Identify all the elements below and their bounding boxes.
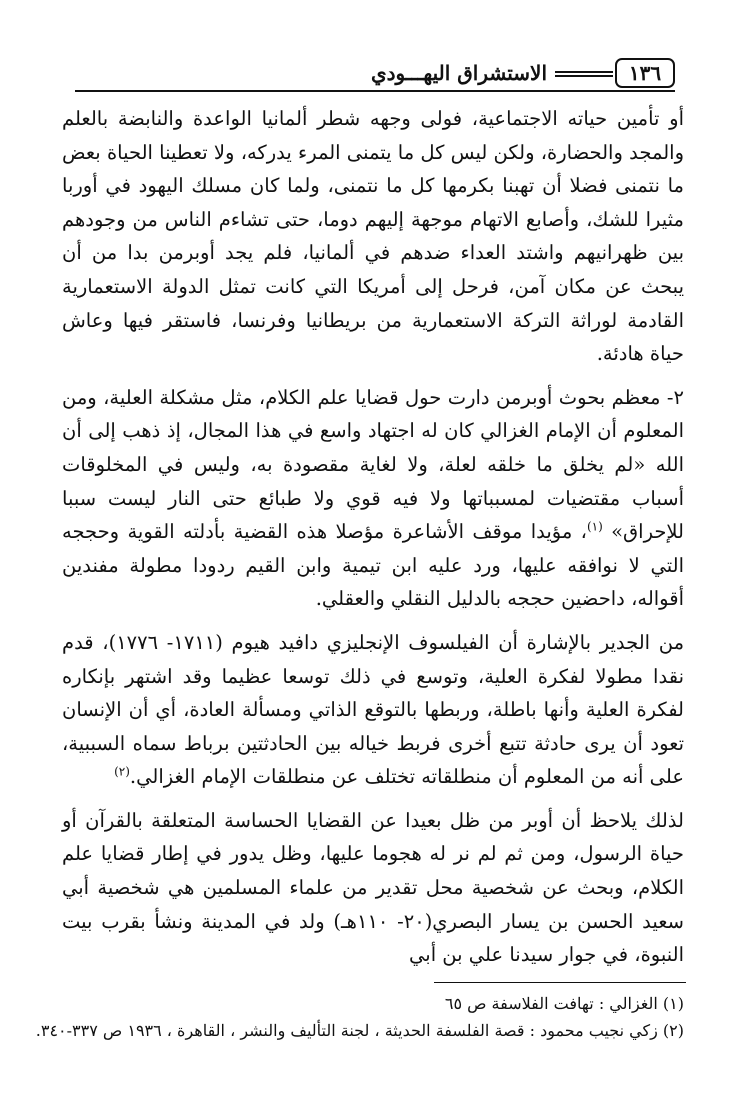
paragraph-2-text-b: ، مؤيدا موقف الأشاعرة مؤصلا هذه القضية بأدلته القوية وحججه التي لا نوافقه عليها، ورد عليه ابن تيمية وابن القيم ردودا مطولة مفندين أقواله، داحضين حججه بالدليل النقلي والعقلي. xyxy=(62,520,684,611)
footnote-1: (١) الغزالي : تهافت الفلاسفة ص ٦٥ xyxy=(444,994,684,1013)
footnote-2: (٢) زكي نجيب محمود : قصة الفلسفة الحديثة ، لجنة التأليف والنشر ، القاهرة ، ١٩٣٦ ص ٣٣٧-٣٤٠. xyxy=(35,1021,684,1040)
page-header xyxy=(75,58,675,92)
paragraph-3-text: من الجدير بالإشارة أن الفيلسوف الإنجليزي دافيد هيوم (١٧١١- ١٧٧٦)، قدم نقدا مطولا لفكرة العلية، وتوسع في ذلك توسعا عظيما وقد اشتهر بإنكاره لفكرة العلية وأنها باطلة، وربطها بالتوقع الذاتي ومسألة العادة، أي أن الإنسان تعود أن يرى حادثة تتبع أخرى فربط خياله بين الحادثتين برباط سماه السببية، على أنه من المعلوم أن منطلقاته تختلف عن منطلقات الإمام الغزالي. xyxy=(62,630,685,789)
running-title: الاستشراق اليهـــودي xyxy=(370,61,547,85)
paragraph-2-text-a: ٢- معظم بحوث أوبرمن دارت حول قضايا علم الكلام، مثل مشكلة العلية، ومن المعلوم أن الإمام الغزالي كان له اجتهاد واسع في هذا المجال، إذ ذهب إلى أن الله «لم يخلق ما خلقه لعلة، ولا لغاية مقصودة به، وليس في المخلوقات أسباب مقتضيات لمسبباتها ولا فيه قوي ولا طبائع حتى النار ليست سببا للإحراق» xyxy=(62,385,684,544)
footnotes xyxy=(35,990,684,1044)
paragraph-2 xyxy=(62,381,684,616)
footnote-separator xyxy=(434,982,686,983)
footnote-ref-1: (١) xyxy=(586,519,603,534)
paragraph-1: أو تأمين حياته الاجتماعية، فولى وجهه شطر ألمانيا الواعدة والنابضة بالعلم والمجد والحضارة، ولكن ليس كل ما يتمنى المرء يدركه، ولا تعطينا الحياة بعض ما نتمنى فضلا أن تهبنا بكرمها كل ما نتمنى، ولما كان مسلك اليهود في أوربا مثيرا للشك، وأصابع الاتهام موجهة إليهم دوما، حتى تشاءم الناس من وجودهم بين ظهرانيهم واشتد العداء ضدهم في ألمانيا، فلم يجد أوبرمن بدا من أن يبحث عن مكان آمن، فرحل إلى أمريكا التي كانت تمثل الدولة الاستعمارية القادمة لوراثة التركة الاستعمارية من بريطانيا وفرنسا، فاستقر فيها وعاش حياة هادئة. xyxy=(62,107,684,366)
paragraph-3 xyxy=(62,626,684,794)
paragraph-4: لذلك يلاحظ أن أوبر من ظل بعيدا عن القضايا الحساسة المتعلقة بالقرآن أو حياة الرسول، ومن ثم لم نر له هجوما عليها، وظل يدور في إطار قضايا علم الكلام، وبحث عن شخصية محل تقدير من علماء المسلمين هي شخصية أبي سعيد الحسن بن يسار البصري(٢٠- ١١٠هـ) ولد في المدينة ونشأ بقرب بيت النبوة، في جوار سيدنا علي بن أبي xyxy=(62,808,684,967)
body-text xyxy=(62,102,684,972)
header-ornament xyxy=(555,71,613,77)
footnote-ref-2: (٢) xyxy=(114,764,130,779)
header-rule xyxy=(75,90,675,92)
page-number: ١٣٦ xyxy=(615,58,675,88)
